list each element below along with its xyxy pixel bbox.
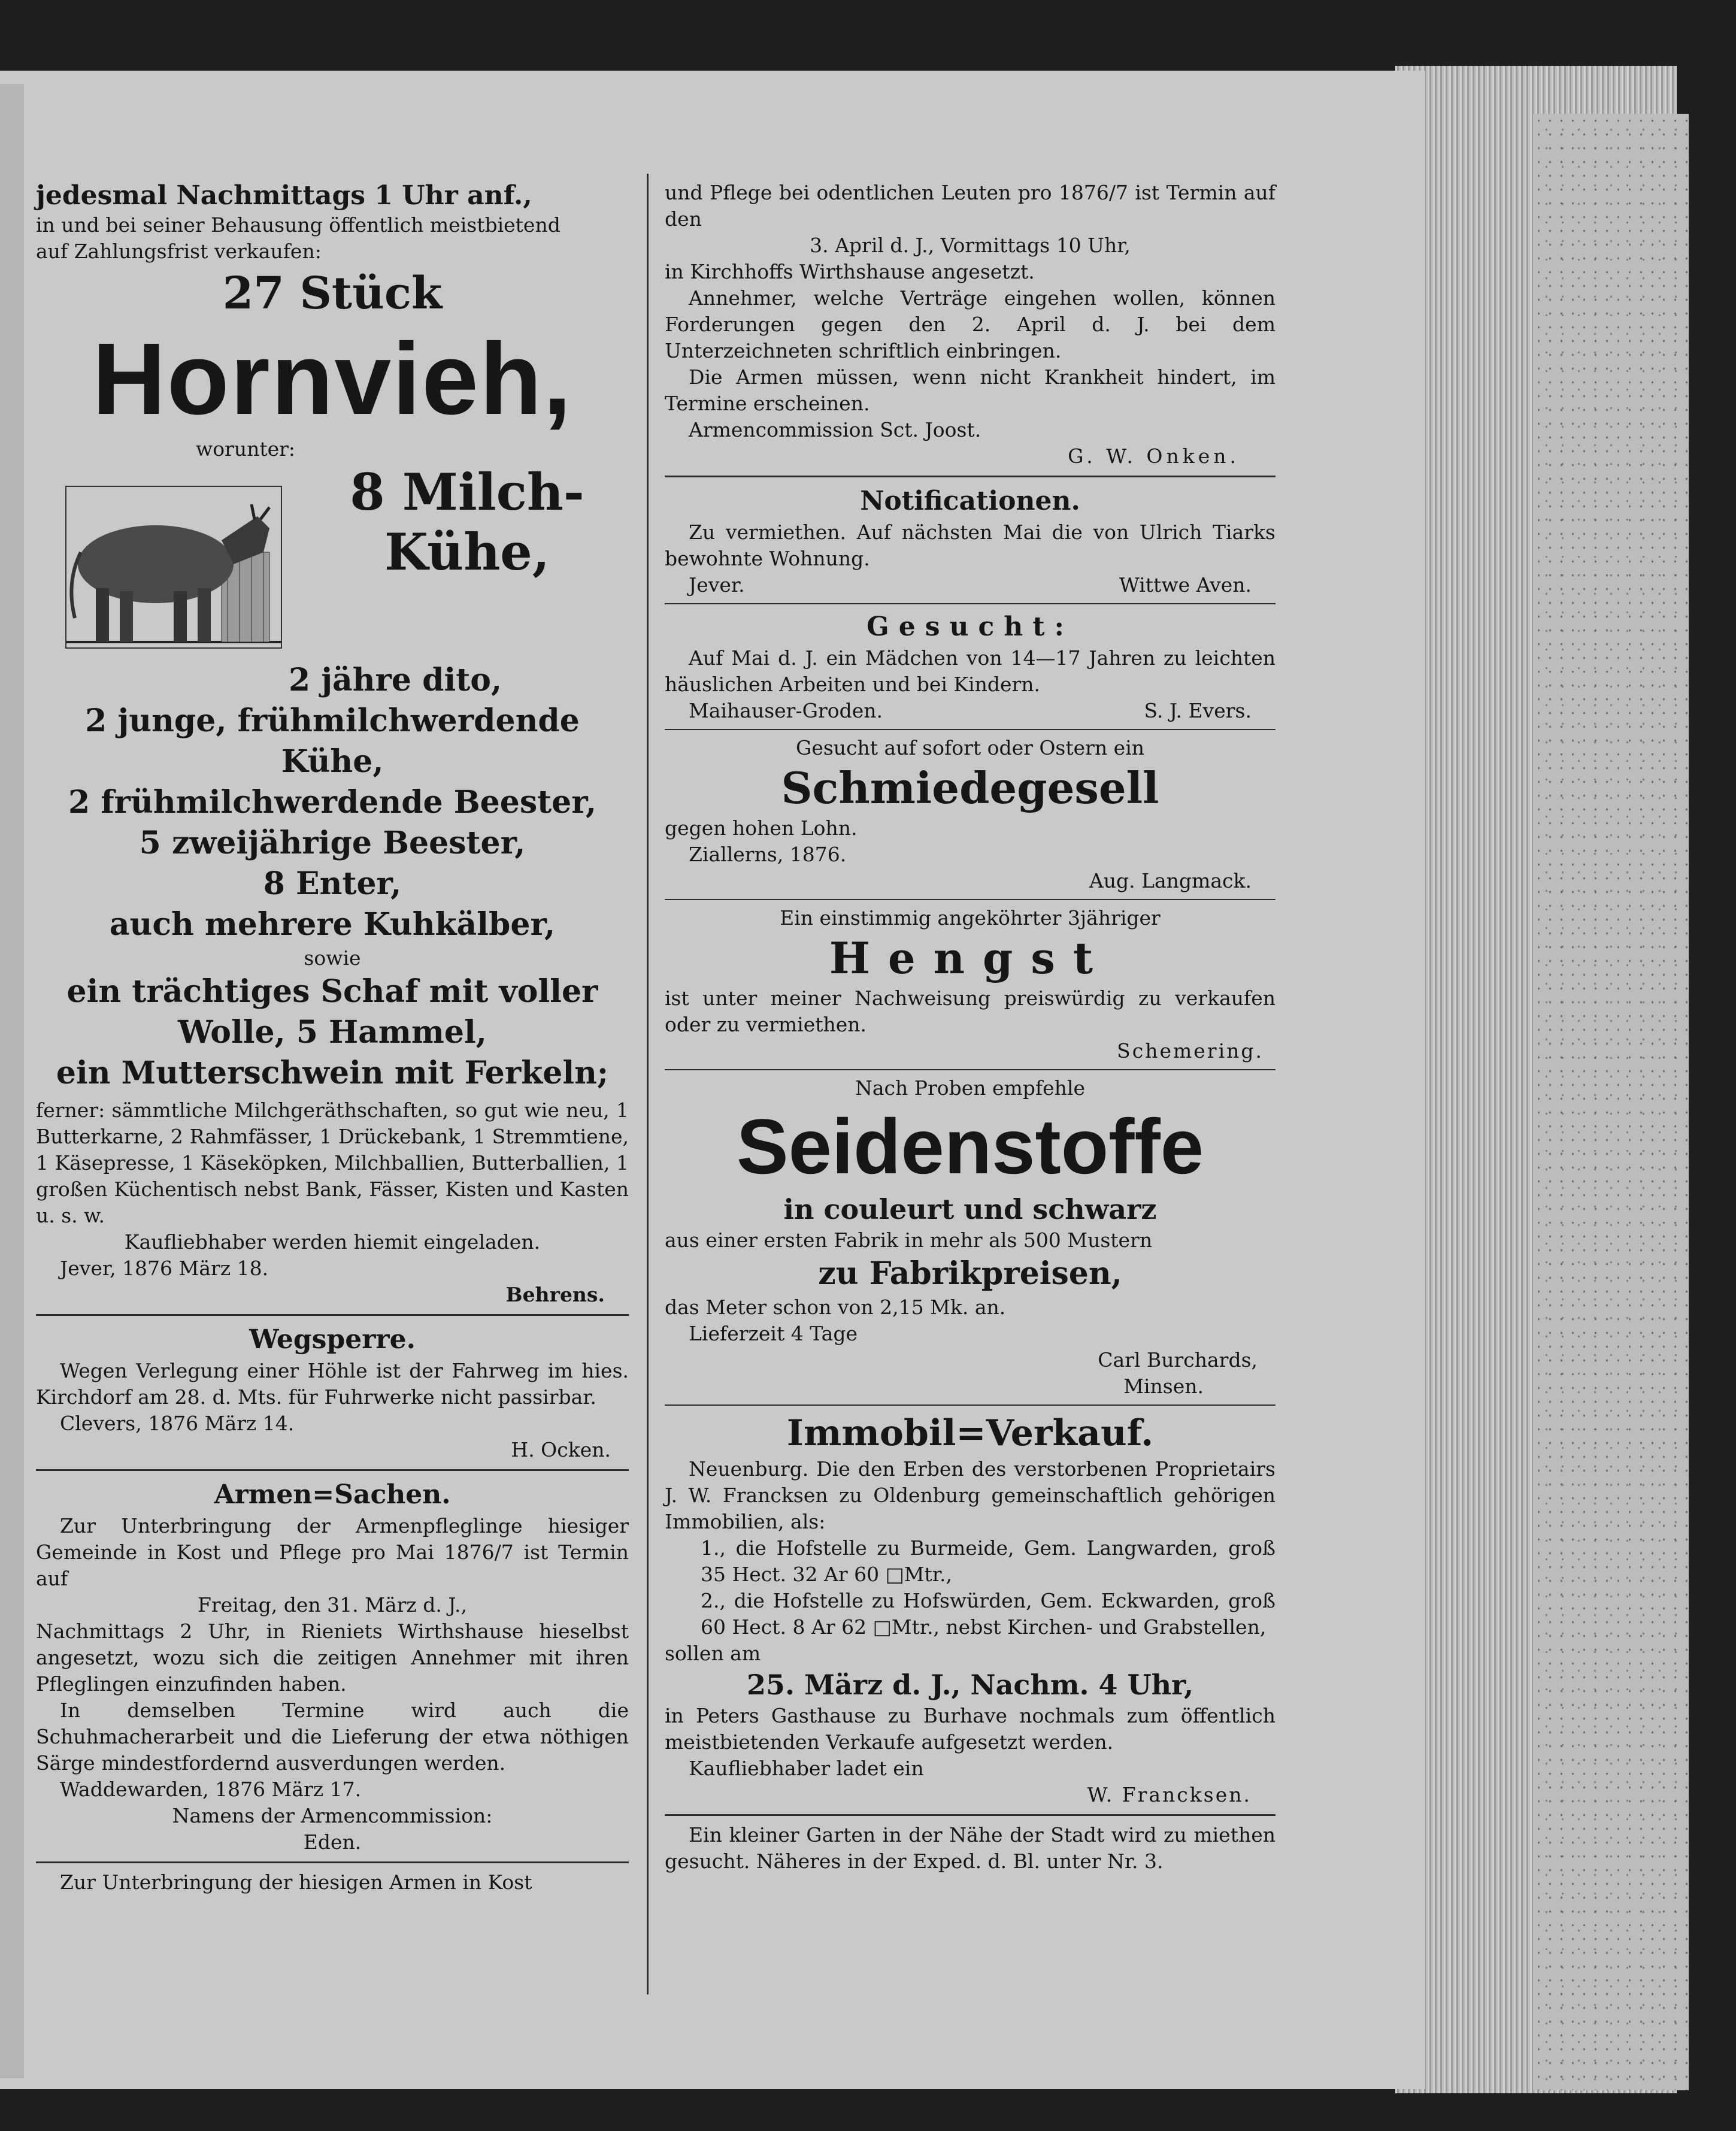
milch-heading (299, 462, 635, 582)
immobil-title: Immobil=Verkauf. (786, 1412, 1154, 1454)
listing-line-7: ein trächtiges Schaf mit voller (66, 973, 598, 1010)
joost-text-2: in Kirchhoffs Wirthshause angesetzt. (665, 260, 1035, 283)
auction-intro-line1: jedesmal Nachmittags 1 Uhr anf., (36, 180, 532, 211)
auction-date: Jever, 1876 März 18. (60, 1257, 269, 1280)
gesucht-text: Auf Mai d. J. ein Mädchen von 14—17 Jahren zu leichten häuslichen Arbeiten und bei Kindern. (665, 646, 1276, 696)
armen-namens: Namens der Armencommission: (172, 1804, 493, 1827)
separator (665, 1814, 1276, 1816)
seide-intro: Nach Proben empfehle (855, 1076, 1086, 1100)
previous-page-strip (0, 84, 24, 2078)
immobil-signature: W. Francksen. (1087, 1783, 1252, 1806)
column-left (36, 180, 629, 1896)
cow-illustration-block (36, 462, 629, 660)
listing-line-1: 2 jähre dito, (288, 662, 502, 698)
hengst-signature: Schemering. (1117, 1039, 1264, 1063)
seide-signature: Carl Burchards, (1098, 1348, 1258, 1372)
auction-signature: Behrens. (505, 1283, 605, 1306)
immobil-item-1: 1., die Hofstelle zu Burmeide, Gem. Langwarden, groß 35 Hect. 32 Ar 60 □Mtr., (701, 1536, 1276, 1586)
auction-intro-line3: auf Zahlungsfrist verkaufen: (36, 240, 322, 263)
separator (665, 1404, 1276, 1406)
seide-subtitle: in couleurt und schwarz (783, 1193, 1157, 1225)
immobil-buyers: Kaufliebhaber ladet ein (689, 1757, 924, 1780)
armen-place: Waddewarden, 1876 März 17. (60, 1778, 362, 1801)
schmied-intro: Gesucht auf sofort oder Ostern ein (795, 736, 1145, 759)
book-fore-edge (1533, 114, 1689, 2090)
column-right (665, 180, 1276, 1875)
seide-delivery: Lieferzeit 4 Tage (689, 1322, 858, 1345)
separator (36, 1469, 629, 1471)
armen-text-1: Zur Unterbringung der Armenpfleglinge hiesiger Gemeinde in Kost und Pflege pro Mai 1876/7 ist Termin auf (36, 1514, 629, 1590)
column-rule (647, 174, 649, 1994)
separator (665, 899, 1276, 900)
schmied-place: Ziallerns, 1876. (689, 843, 847, 866)
garten-notice: Ein kleiner Garten in der Nähe der Stadt wird zu miethen gesucht. Näheres in der Exped. d. Bl. unter Nr. 3. (665, 1823, 1276, 1873)
separator (36, 1314, 629, 1316)
joost-date: 3. April d. J., Vormittags 10 Uhr, (810, 234, 1131, 257)
separator (665, 476, 1276, 477)
notifications-text: Zu vermiethen. Auf nächsten Mai die von Ulrich Tiarks bewohnte Wohnung. (665, 520, 1276, 570)
milch-line1: 8 Milch- (350, 462, 584, 522)
milch-line2: Kühe, (384, 522, 550, 582)
listing-line-5: 8 Enter, (263, 865, 402, 902)
listing-line-4: 5 zweijährige Beester, (139, 825, 526, 861)
gesucht-signature: S. J. Evers. (1144, 699, 1252, 722)
armen-text-3: In demselben Termine wird auch die Schuhmacherarbeit und die Lieferung der etwa nöthigen Särge mindestfordernd ausverdungen werden. (36, 1699, 629, 1775)
listing-line-9: ein Mutterschwein mit Ferkeln; (56, 1055, 609, 1091)
notifications-title: Notificationen. (860, 486, 1080, 516)
separator (36, 1861, 629, 1863)
wegsperre-date: Clevers, 1876 März 14. (60, 1412, 295, 1435)
immobil-text: Neuenburg. Die den Erben des verstorbenen Proprietairs J. W. Francksen zu Oldenburg gemeinschaftlich gehörigen Immobilien, als: (665, 1457, 1276, 1533)
notifications-place: Jever. (689, 573, 745, 597)
seide-price: das Meter schon von 2,15 Mk. an. (665, 1295, 1006, 1319)
seide-text: aus einer ersten Fabrik in mehr als 500 Mustern (665, 1228, 1153, 1252)
wegsperre-text: Wegen Verlegung einer Höhle ist der Fahrweg im hies. Kirchdorf am 28. d. Mts. für Fuhrwerke nicht passirbar. (36, 1359, 629, 1409)
listing-line-6: auch mehrere Kuhkälber, (109, 906, 556, 943)
joost-text-3: Annehmer, welche Verträge eingehen wollen, können Forderungen gegen den 2. April d. J. bei dem Unterzeichneten schriftlich einbringen. (665, 286, 1276, 362)
schmied-text: gegen hohen Lohn. (665, 816, 858, 840)
auction-count: 27 Stück (222, 268, 443, 319)
immobil-date: 25. März d. J., Nachm. 4 Uhr, (746, 1669, 1194, 1701)
hengst-title: Hengst (829, 933, 1111, 983)
separator (665, 729, 1276, 730)
buyers-invited: Kaufliebhaber werden hiemit eingeladen. (124, 1230, 541, 1254)
hengst-text: ist unter meiner Nachweisung preiswürdig zu verkaufen oder zu vermiethen. (665, 986, 1276, 1036)
listing-line-2: 2 junge, frühmilchwerdende Kühe, (85, 703, 580, 780)
separator (665, 603, 1276, 604)
wegsperre-title: Wegsperre. (249, 1324, 416, 1355)
seide-title: Seidenstoffe (736, 1103, 1204, 1190)
additional-items-text: ferner: sämmtliche Milchgeräthschaften, so gut wie neu, 1 Butterkarne, 2 Rahmfässer, 1 Drückebank, 1 Stremmtiene, 1 Käsepresse, 1 Käseköpken, Milchballien, Butterballien, 1 großen Küchentisch nebst Bank, Fässer, Kisten und Kasten u. s. w. (36, 1098, 629, 1227)
hengst-intro: Ein einstimmig angeköhrter 3jähriger (780, 906, 1161, 930)
armen-text-2: Nachmittags 2 Uhr, in Rieniets Wirthshause hieselbst angesetzt, wozu sich die zeitigen Annehmer mit ihren Pfleglingen einzufinden haben. (36, 1620, 629, 1696)
gesucht-place: Maihauser-Groden. (689, 699, 883, 722)
immobil-sollen: sollen am (665, 1642, 761, 1665)
armen-signature: Eden. (303, 1830, 362, 1854)
notifications-signature: Wittwe Aven. (1119, 573, 1252, 597)
cow-illustration (54, 462, 293, 660)
sowie-label: sowie (304, 946, 361, 970)
wegsperre-signature: H. Ocken. (511, 1438, 611, 1461)
joost-text-4: Die Armen müssen, wenn nicht Krankheit hindert, im Termine erscheinen. (665, 365, 1276, 415)
separator (665, 1069, 1276, 1070)
seide-place: Minsen. (1123, 1375, 1204, 1398)
armen-date: Freitag, den 31. März d. J., (197, 1593, 468, 1617)
joost-signature: G. W. Onken. (1068, 444, 1240, 468)
listing-line-8: Wolle, 5 Hammel, (178, 1014, 487, 1051)
auction-intro-line2: in und bei seiner Behausung öffentlich meistbietend (36, 213, 561, 237)
next-notice-start: Zur Unterbringung der hiesigen Armen in Kost (60, 1870, 532, 1894)
seide-price-title: zu Fabrikpreisen, (818, 1255, 1122, 1292)
immobil-text-2: in Peters Gasthause zu Burhave nochmals zum öffentlich meistbietenden Verkaufe aufgesetzt werden. (665, 1704, 1276, 1754)
listing-line-3: 2 frühmilchwerdende Beester, (68, 784, 596, 821)
joost-commission: Armencommission Sct. Joost. (689, 418, 981, 441)
auction-headline: Hornvieh, (92, 322, 572, 436)
gesucht-title: Gesucht: (867, 612, 1074, 642)
gesucht-footer (665, 698, 1276, 724)
schmied-signature: Aug. Langmack. (1089, 869, 1252, 892)
immobil-item-2: 2., die Hofstelle zu Hofswürden, Gem. Eckwarden, groß 60 Hect. 8 Ar 62 □Mtr., nebst Kirchen- und Grabstellen, (701, 1589, 1276, 1639)
joost-text-1: und Pflege bei odentlichen Leuten pro 1876/7 ist Termin auf den (665, 181, 1276, 231)
armen-title: Armen=Sachen. (214, 1479, 451, 1510)
notifications-footer (665, 572, 1276, 598)
worunter-label: worunter: (195, 437, 296, 461)
schmied-title: Schmiedegesell (781, 762, 1159, 813)
